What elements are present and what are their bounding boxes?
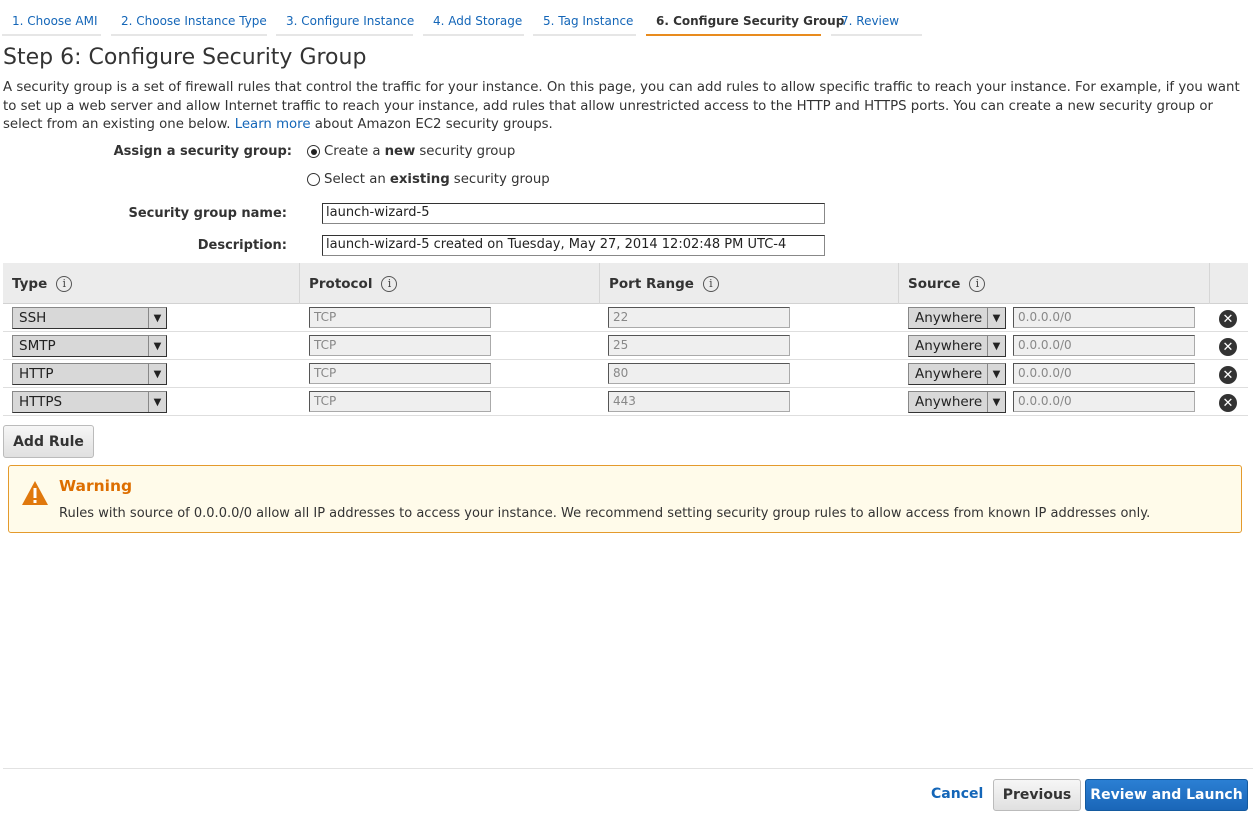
remove-rule-icon[interactable]: ✕: [1219, 394, 1237, 412]
source-select-value: Anywhere: [915, 366, 983, 382]
radio-create-new-prefix: Create a: [324, 144, 381, 159]
header-port-range-label: Port Range: [609, 275, 694, 292]
warning-icon: [21, 480, 49, 506]
port-range-field: 22: [608, 307, 790, 328]
header-source: [898, 263, 1209, 304]
cancel-button[interactable]: Cancel: [931, 786, 984, 802]
dropdown-arrow-icon: ▼: [148, 308, 166, 328]
header-port-range: [599, 263, 898, 304]
radio-select-existing-button[interactable]: [307, 173, 320, 186]
type-select[interactable]: [12, 391, 167, 413]
type-select[interactable]: [12, 307, 167, 329]
radio-select-existing-suffix: security group: [453, 172, 550, 187]
warning-text: Rules with source of 0.0.0.0/0 allow all IP addresses to access your instance. We recommend setting security group rules to allow access from known IP addresses only.: [59, 506, 1151, 521]
remove-rule-icon[interactable]: ✕: [1219, 366, 1237, 384]
port-range-field: 443: [608, 391, 790, 412]
radio-create-new[interactable]: [307, 144, 515, 159]
step-choose-ami[interactable]: 1. Choose AMI: [2, 14, 101, 36]
protocol-field: TCP: [309, 363, 491, 384]
type-select-value: SMTP: [19, 338, 56, 354]
radio-select-existing[interactable]: [307, 172, 550, 187]
info-icon[interactable]: i: [56, 276, 72, 292]
radio-select-existing-prefix: Select an: [324, 172, 386, 187]
group-name-label: Security group name:: [128, 206, 287, 221]
step-review[interactable]: 7. Review: [831, 14, 922, 36]
source-select[interactable]: [908, 363, 1006, 385]
description-input[interactable]: launch-wizard-5 created on Tuesday, May 27, 2014 12:02:48 PM UTC-4: [322, 235, 825, 256]
add-rule-button[interactable]: Add Rule: [3, 425, 94, 458]
header-protocol-label: Protocol: [309, 275, 373, 292]
warning-title: Warning: [59, 477, 133, 495]
type-select[interactable]: [12, 335, 167, 357]
learn-more-link[interactable]: Learn more: [234, 117, 311, 133]
dropdown-arrow-icon: ▼: [987, 336, 1005, 356]
dropdown-arrow-icon: ▼: [987, 308, 1005, 328]
step-choose-instance-type[interactable]: 2. Choose Instance Type: [111, 14, 267, 36]
header-type: [3, 263, 299, 304]
table-row: [3, 332, 1248, 360]
source-select-value: Anywhere: [915, 338, 983, 354]
source-select[interactable]: [908, 391, 1006, 413]
protocol-field: TCP: [309, 335, 491, 356]
table-row: [3, 304, 1248, 332]
page-title: Step 6: Configure Security Group: [3, 45, 367, 70]
type-select-value: SSH: [19, 310, 47, 326]
group-name-input[interactable]: launch-wizard-5: [322, 203, 825, 224]
radio-create-new-suffix: security group: [419, 144, 516, 159]
header-type-label: Type: [12, 275, 48, 292]
radio-create-new-button[interactable]: [307, 145, 320, 158]
cidr-field: 0.0.0.0/0: [1013, 335, 1195, 356]
type-select-value: HTTP: [19, 366, 54, 382]
remove-rule-icon[interactable]: ✕: [1219, 338, 1237, 356]
footer-divider: [3, 768, 1253, 769]
type-select[interactable]: [12, 363, 167, 385]
port-range-field: 80: [608, 363, 790, 384]
step-tag-instance[interactable]: 5. Tag Instance: [533, 14, 636, 36]
header-actions: [1209, 263, 1248, 304]
info-icon[interactable]: i: [703, 276, 719, 292]
description-label: Description:: [197, 238, 287, 253]
cidr-field: 0.0.0.0/0: [1013, 307, 1195, 328]
intro-text: A security group is a set of firewall rules that control the traffic for your instance. On this page, you can add rules to allow specific traffic to reach your instance. For example, if you want to set up a web server and allow Internet traffic to reach your instance, add rules that allow unrestricted access to the HTTP and HTTPS ports. You can create a new security group or select from an existing one below.: [3, 80, 1240, 133]
step-configure-security-group[interactable]: 6. Configure Security Group: [646, 14, 821, 36]
radio-create-new-bold: new: [384, 144, 416, 159]
dropdown-arrow-icon: ▼: [987, 364, 1005, 384]
step-configure-instance[interactable]: 3. Configure Instance: [276, 14, 413, 36]
type-select-value: HTTPS: [19, 394, 63, 410]
info-icon[interactable]: i: [969, 276, 985, 292]
intro-paragraph: [3, 79, 1253, 135]
table-row: [3, 360, 1248, 388]
source-select-value: Anywhere: [915, 310, 983, 326]
source-select[interactable]: [908, 335, 1006, 357]
cidr-field: 0.0.0.0/0: [1013, 391, 1195, 412]
table-row: [3, 388, 1248, 416]
header-protocol: [299, 263, 599, 304]
dropdown-arrow-icon: ▼: [148, 392, 166, 412]
security-rules-table: [3, 263, 1248, 416]
step-add-storage[interactable]: 4. Add Storage: [423, 14, 524, 36]
intro-suffix: about Amazon EC2 security groups.: [314, 117, 553, 133]
source-select-value: Anywhere: [915, 394, 983, 410]
protocol-field: TCP: [309, 307, 491, 328]
dropdown-arrow-icon: ▼: [148, 364, 166, 384]
cidr-field: 0.0.0.0/0: [1013, 363, 1195, 384]
radio-select-existing-bold: existing: [389, 172, 450, 187]
header-source-label: Source: [908, 275, 961, 292]
assign-group-label: Assign a security group:: [113, 144, 292, 159]
info-icon[interactable]: i: [381, 276, 397, 292]
previous-button[interactable]: Previous: [993, 779, 1081, 811]
review-and-launch-button[interactable]: Review and Launch: [1085, 779, 1248, 811]
dropdown-arrow-icon: ▼: [148, 336, 166, 356]
warning-alert: [8, 465, 1242, 533]
port-range-field: 25: [608, 335, 790, 356]
dropdown-arrow-icon: ▼: [987, 392, 1005, 412]
rules-table-header: [3, 263, 1248, 304]
protocol-field: TCP: [309, 391, 491, 412]
remove-rule-icon[interactable]: ✕: [1219, 310, 1237, 328]
source-select[interactable]: [908, 307, 1006, 329]
